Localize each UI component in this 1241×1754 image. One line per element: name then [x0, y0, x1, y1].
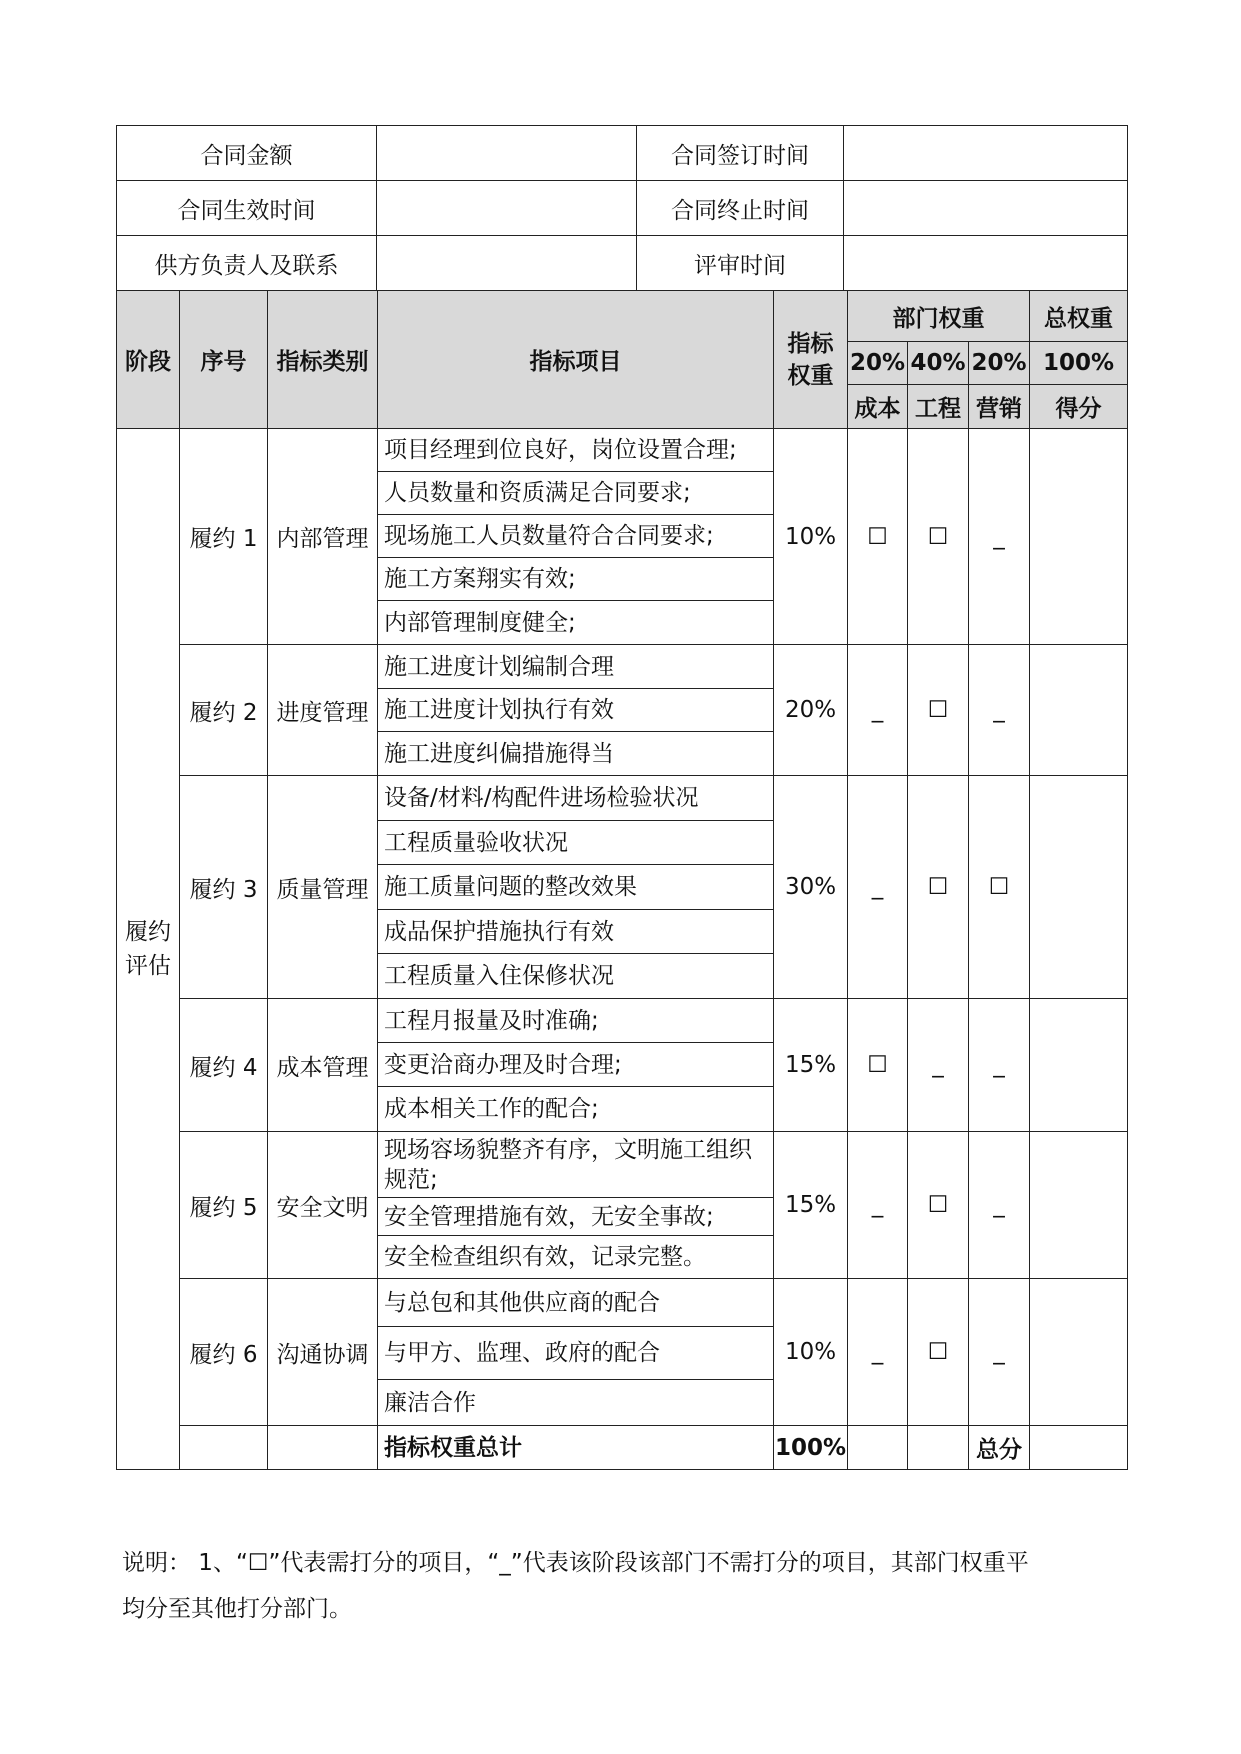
total-score-cell[interactable]	[1030, 645, 1128, 776]
info-value[interactable]	[844, 181, 1128, 236]
item-cell: 施工质量问题的整改效果	[378, 865, 774, 910]
item-cell: 施工进度计划编制合理	[378, 645, 774, 689]
item-cell: 工程质量入住保修状况	[378, 954, 774, 999]
info-label: 合同金额	[117, 126, 377, 181]
cost-score-cell: _	[848, 1279, 908, 1426]
table-row	[117, 429, 1128, 472]
info-value[interactable]	[844, 126, 1128, 181]
eng-score-cell: _	[908, 999, 969, 1132]
cost-score-cell[interactable]: ☐	[848, 999, 908, 1132]
info-row	[117, 126, 1128, 181]
item-cell: 成本相关工作的配合;	[378, 1087, 774, 1132]
weight-cell: 20%	[774, 645, 848, 776]
header-stage: 阶段	[117, 291, 180, 429]
eng-score-cell[interactable]: ☐	[908, 1132, 969, 1279]
cost-score-cell: _	[848, 1132, 908, 1279]
item-cell: 成品保护措施执行有效	[378, 910, 774, 954]
item-cell: 与甲方、监理、政府的配合	[378, 1327, 774, 1380]
mkt-score-cell: _	[969, 429, 1030, 645]
mkt-score-cell: _	[969, 645, 1030, 776]
totals-seq-cell	[180, 1426, 268, 1470]
info-label: 合同终止时间	[637, 181, 844, 236]
info-value[interactable]	[377, 181, 637, 236]
seq-cell: 履约 3	[180, 776, 268, 999]
info-label: 供方负责人及联系	[117, 236, 377, 291]
weight-cell: 10%	[774, 429, 848, 645]
header-pct-mkt: 20%	[969, 342, 1030, 385]
item-cell: 施工进度纠偏措施得当	[378, 732, 774, 776]
info-row	[117, 236, 1128, 291]
seq-cell: 履约 2	[180, 645, 268, 776]
header-dept-cost: 成本	[848, 385, 908, 429]
total-score-cell[interactable]	[1030, 429, 1128, 645]
eng-score-cell[interactable]: ☐	[908, 429, 969, 645]
note	[122, 1540, 1132, 1632]
header-weight-line1: 指标	[787, 330, 834, 357]
info-label: 评审时间	[637, 236, 844, 291]
category-cell: 内部管理	[268, 429, 378, 645]
totals-category-cell	[268, 1426, 378, 1470]
evaluation-table	[116, 290, 1128, 1470]
eng-score-cell[interactable]: ☐	[908, 645, 969, 776]
total-score-cell[interactable]	[1030, 776, 1128, 999]
weight-cell: 30%	[774, 776, 848, 999]
header-dept-mkt: 营销	[969, 385, 1030, 429]
seq-cell: 履约 6	[180, 1279, 268, 1426]
header-score: 得分	[1030, 385, 1128, 429]
info-value[interactable]	[377, 236, 637, 291]
header-dept-eng: 工程	[908, 385, 969, 429]
totals-weight: 100%	[774, 1426, 848, 1470]
header-item: 指标项目	[378, 291, 774, 429]
item-cell: 工程质量验收状况	[378, 821, 774, 865]
category-cell: 质量管理	[268, 776, 378, 999]
eng-score-cell[interactable]: ☐	[908, 1279, 969, 1426]
item-cell: 与总包和其他供应商的配合	[378, 1279, 774, 1327]
category-cell: 成本管理	[268, 999, 378, 1132]
seq-cell: 履约 4	[180, 999, 268, 1132]
item-cell: 内部管理制度健全;	[378, 601, 774, 645]
category-cell: 进度管理	[268, 645, 378, 776]
total-score-cell[interactable]	[1030, 1279, 1128, 1426]
header-total-weight: 总权重	[1030, 291, 1128, 342]
total-score-cell[interactable]	[1030, 1132, 1128, 1279]
totals-eng-cell	[908, 1426, 969, 1470]
mkt-score-cell: _	[969, 1132, 1030, 1279]
mkt-score-cell[interactable]: ☐	[969, 776, 1030, 999]
seq-cell: 履约 5	[180, 1132, 268, 1279]
stage-cell	[117, 429, 180, 1470]
weight-cell: 10%	[774, 1279, 848, 1426]
header-pct-eng: 40%	[908, 342, 969, 385]
item-cell: 安全管理措施有效，无安全事故;	[378, 1198, 774, 1236]
info-label: 合同签订时间	[637, 126, 844, 181]
totals-score-label: 总分	[969, 1426, 1030, 1470]
header-weight-line2: 权重	[787, 362, 834, 389]
header-weight	[774, 291, 848, 429]
info-label: 合同生效时间	[117, 181, 377, 236]
header-row	[117, 291, 1128, 342]
table-row	[117, 776, 1128, 821]
header-pct-cost: 20%	[848, 342, 908, 385]
mkt-score-cell: _	[969, 999, 1030, 1132]
item-cell: 人员数量和资质满足合同要求;	[378, 472, 774, 515]
category-cell: 安全文明	[268, 1132, 378, 1279]
item-cell: 安全检查组织有效，记录完整。	[378, 1236, 774, 1279]
item-cell: 廉洁合作	[378, 1380, 774, 1426]
info-value[interactable]	[844, 236, 1128, 291]
totals-cost-cell	[848, 1426, 908, 1470]
item-cell: 施工方案翔实有效;	[378, 558, 774, 601]
item-cell: 现场施工人员数量符合合同要求;	[378, 515, 774, 558]
stage-line2: 评估	[125, 953, 171, 979]
total-score-cell[interactable]	[1030, 999, 1128, 1132]
note-line1: 说明： 1、“☐”代表需打分的项目，“_”代表该阶段该部门不需打分的项目，其部门权重平	[122, 1550, 1029, 1576]
header-pct-total: 100%	[1030, 342, 1128, 385]
header-category: 指标类别	[268, 291, 378, 429]
seq-cell: 履约 1	[180, 429, 268, 645]
cost-score-cell: _	[848, 776, 908, 999]
cost-score-cell: _	[848, 645, 908, 776]
item-cell: 现场容场貌整齐有序，文明施工组织规范;	[378, 1132, 774, 1198]
item-cell: 变更洽商办理及时合理;	[378, 1043, 774, 1087]
category-cell: 沟通协调	[268, 1279, 378, 1426]
totals-label: 指标权重总计	[378, 1426, 774, 1470]
item-cell: 设备/材料/构配件进场检验状况	[378, 776, 774, 821]
item-cell: 施工进度计划执行有效	[378, 689, 774, 732]
item-cell: 项目经理到位良好，岗位设置合理;	[378, 429, 774, 472]
header-dept-weight: 部门权重	[848, 291, 1030, 342]
cost-score-cell[interactable]: ☐	[848, 429, 908, 645]
table-row	[117, 1132, 1128, 1198]
item-cell: 工程月报量及时准确;	[378, 999, 774, 1043]
table-row	[117, 645, 1128, 689]
table-row	[117, 999, 1128, 1043]
totals-score-value[interactable]	[1030, 1426, 1128, 1470]
eng-score-cell[interactable]: ☐	[908, 776, 969, 999]
info-row	[117, 181, 1128, 236]
table-row	[117, 1279, 1128, 1327]
weight-cell: 15%	[774, 1132, 848, 1279]
stage-line1: 履约	[125, 919, 171, 945]
contract-info-table	[116, 125, 1128, 291]
mkt-score-cell: _	[969, 1279, 1030, 1426]
totals-row	[117, 1426, 1128, 1470]
note-line2: 均分至其他打分部门。	[122, 1596, 352, 1622]
weight-cell: 15%	[774, 999, 848, 1132]
info-value[interactable]	[377, 126, 637, 181]
header-seq: 序号	[180, 291, 268, 429]
